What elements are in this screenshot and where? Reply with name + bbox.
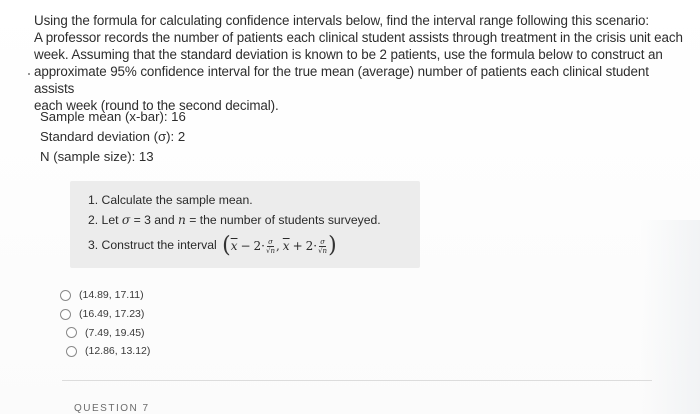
fraction-2-numerator: σ [320,237,325,246]
bullet-dot [28,73,30,75]
sample-mean-text: Sample mean (x-bar): 16 [40,109,186,124]
radio-button-3[interactable] [66,327,77,338]
coef-1: 2· [253,239,265,253]
question-prompt: Using the formula for calculating confidence intervals below, find the interval range following this scenario: [34,13,649,28]
fraction-1 [266,238,275,255]
step2-eq1: = 3 and [133,213,175,227]
coef-2: 2· [305,239,318,253]
answer-option-3-label: (7.49, 19.45) [85,326,145,339]
step2-prefix: 2. Let [88,213,119,227]
scenario-line-4: each week (round to the second decimal). [34,98,279,113]
answer-option-4-label: (12.86, 13.12) [85,345,151,358]
xbar-symbol-1: $\overline{x}$ [230,239,238,253]
instruction-step-2 [88,213,381,227]
xbar-symbol-2: $\overline{x}$ [282,239,290,253]
std-dev-text: Standard deviation (σ): 2 [40,129,186,144]
fraction-1-denominator: √n [266,246,275,255]
question-text [34,12,684,114]
section-divider [62,380,652,381]
fraction-1-numerator: σ [268,237,273,246]
answer-options [58,286,150,361]
answer-option-1[interactable] [58,286,150,305]
radio-button-1[interactable] [60,290,71,301]
confidence-interval-formula [222,233,337,258]
instruction-step-1: 1. Calculate the sample mean. [88,193,253,207]
screen-glare [640,220,700,414]
comma: , [275,239,280,253]
formula-instructions-image [70,181,420,268]
scenario-line-2: week. Assuming that the standard deviation is known to be 2 patients, use the formula below to construct an [34,47,663,62]
n-symbol: n [178,213,186,227]
scenario-line-1: A professor records the number of patients each clinical student assists through treatment in the crisis unit each [34,30,683,45]
fraction-2-denominator: √n [318,246,328,255]
minus-sign: − [240,239,251,253]
open-paren: ( [222,233,231,258]
scenario-line-3: approximate 95% confidence interval for the true mean (average) number of patients each clinical student assists [34,64,649,96]
given-values [40,107,186,167]
plus-sign: + [292,239,303,253]
answer-option-1-label: (14.89, 17.11) [79,289,144,302]
close-paren: ) [328,233,337,258]
step3-prefix: 3. Construct the interval [88,238,217,253]
step2-eq2: = the number of students surveyed. [189,213,381,227]
answer-option-2-label: (16.49, 17.23) [79,308,145,321]
sigma-symbol: σ [121,213,131,227]
radio-button-2[interactable] [60,309,71,320]
fraction-2 [318,238,327,255]
sample-size-text: N (sample size): 13 [40,149,154,164]
next-question-heading: QUESTION 7 [74,403,150,414]
answer-option-3[interactable] [58,323,150,342]
answer-option-4[interactable] [58,342,150,361]
radio-button-4[interactable] [66,346,77,357]
instruction-step-3 [88,233,337,258]
answer-option-2[interactable] [58,305,150,324]
